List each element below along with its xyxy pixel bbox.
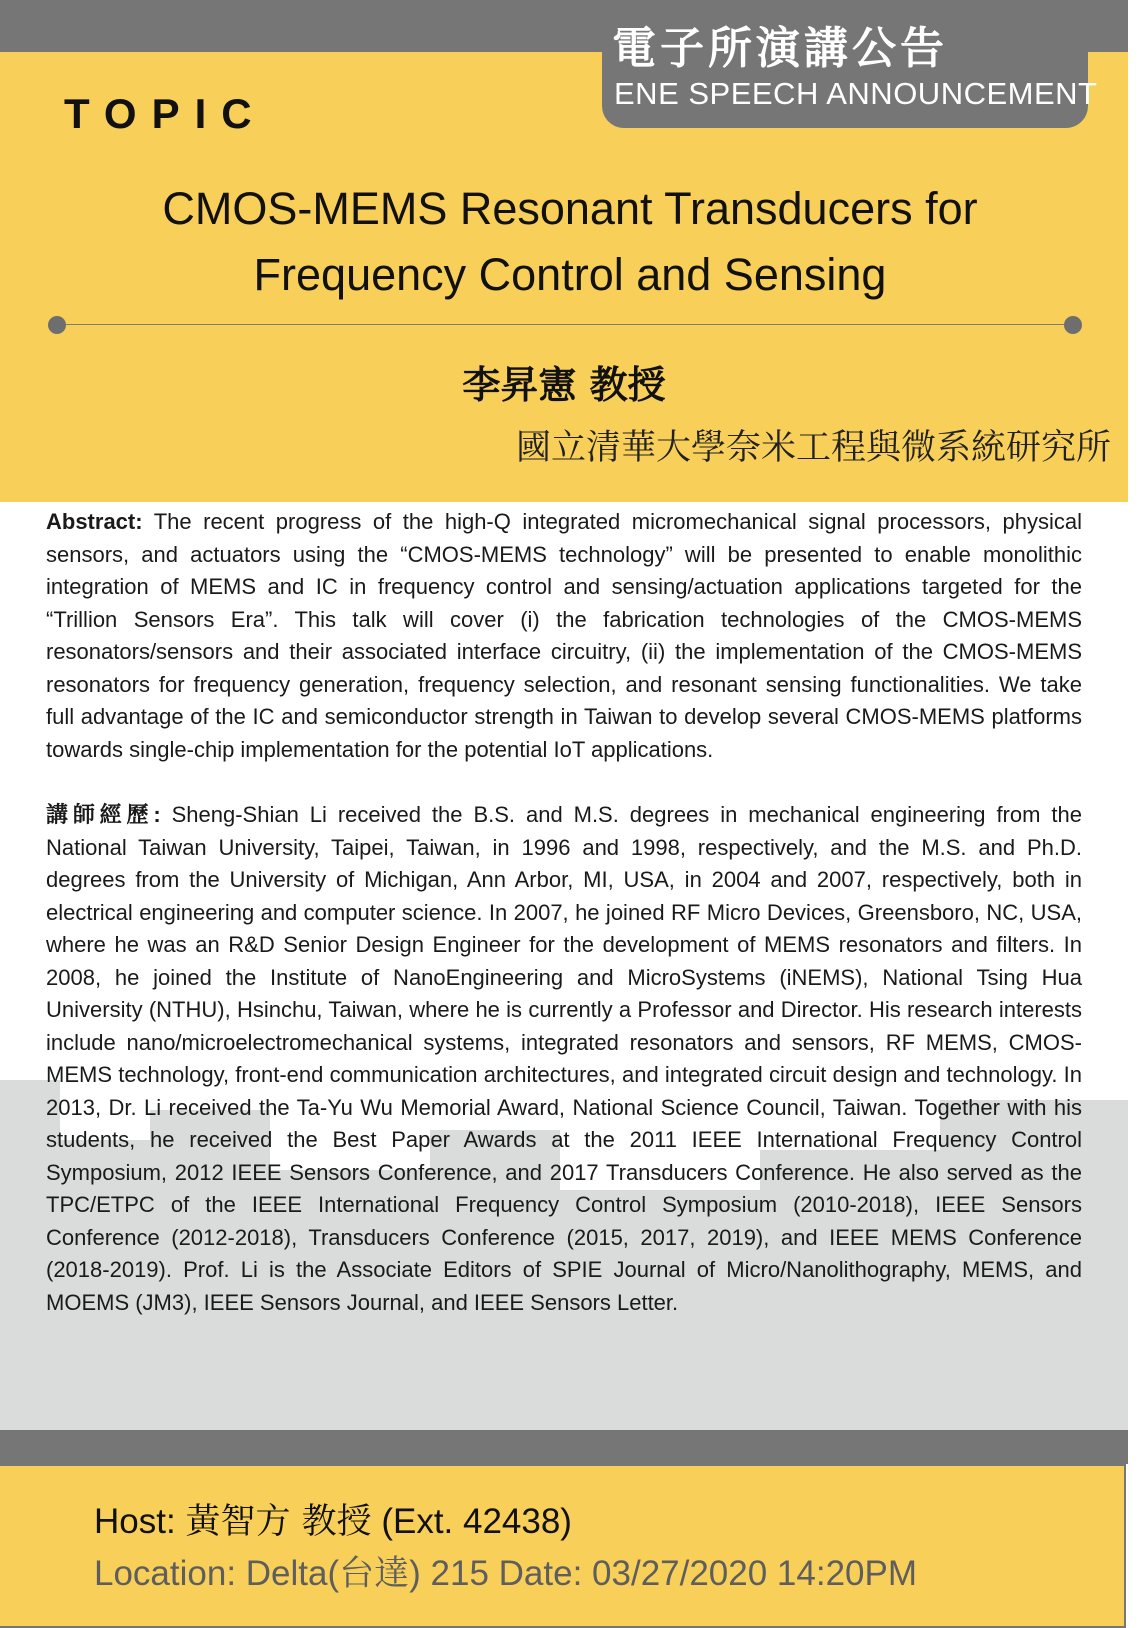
abstract-label: Abstract: [46, 509, 143, 534]
bio-text: Sheng-Shian Li received the B.S. and M.S. degrees in mechanical engineering from the National Taiwan University, Taipei, Taiwan, in 1996 and 1998, respectively, and the M.S. and Ph.D. degrees from the University of Michigan, Ann Arbor, MI, USA, in 2004 and 2007, respectively, both in electrical engineering and computer science. In 2007, he joined RF Micro Devices, Greensboro, NC, USA, where he was an R&D Senior Design Engineer for the development of MEMS resonators and filters. In 2008, he joined the Institute of NanoEngineering and MicroSystems (iNEMS), National Tsing Hua University (NTHU), Hsinchu, Taiwan, where he is currently a Professor and Director. His research interests include nano/microelectromechanical systems, integrated resonators and sensors, RF MEMS, CMOS-MEMS technology, front-end communication architectures, and integrated circuit design and technology. In 2013, Dr. Li received the Ta-Yu Wu Memorial Award, National Science Council, Taiwan. Together with his students, he received the Best Paper Awards at the 2011 IEEE International Frequency Control Symposium, 2012 IEEE Sensors Conference, and 2017 Transducers Conference. He also served as the TPC/ETPC of the IEEE International Frequency Control Symposium (2010-2018), IEEE Sensors Conference (2012-2018), Transducers Conference (2015, 2017, 2019), and IEEE MEMS Conference (2018-2019). Prof. Li is the Associate Editors of SPIE Journal of Micro/Nanolithography, MEMS, and MOEMS (JM3), IEEE Sensors Journal, and IEEE Sensors Letter. [46, 802, 1082, 1315]
location-building-zh: 台達 [339, 1554, 410, 1594]
divider-dot-left [48, 316, 66, 334]
bio-label-colon: : [153, 802, 161, 827]
right-margin [1128, 0, 1143, 1628]
host-extension: (Ext. 42438) [381, 1502, 572, 1541]
location-label: Location: Delta( [94, 1554, 340, 1593]
talk-title [40, 176, 1100, 308]
location-room-date: ) 215 Date: 03/27/2020 14:20PM [409, 1554, 918, 1593]
talk-title-line-1: CMOS-MEMS Resonant Transducers for [162, 183, 978, 234]
badge-title-zh: 電子所演講公告 [612, 23, 948, 74]
abstract-paragraph [46, 506, 1082, 766]
abstract-text: The recent progress of the high-Q integrated micromechanical signal processors, physical sensors, and actuators using the “CMOS-MEMS technology” will be presented to enable monolithic integration of MEMS and IC in frequency control and sensing/actuation applications targeted for the “Trillion Sensors Era”. This talk will cover (i) the fabrication technologies of the CMOS-MEMS resonators/sensors and their associated interface circuitry, (ii) the implementation of the CMOS-MEMS resonators for frequency generation, frequency selection, and resonant sensing functionalities. We take full advantage of the IC and semiconductor strength in Taiwan to develop several CMOS-MEMS platforms towards single-chip implementation for the potential IoT applications. [46, 509, 1083, 762]
host-name: 黃智方 教授 [185, 1502, 372, 1542]
host-line [94, 1494, 572, 1544]
host-label: Host: [94, 1502, 176, 1541]
bio-paragraph [46, 799, 1082, 1319]
location-date-line [94, 1546, 917, 1596]
speaker-affiliation: 國立清華大學奈米工程與微系統研究所 [515, 428, 1111, 468]
event-details-panel [0, 1464, 1126, 1628]
title-divider [56, 324, 1072, 325]
divider-dot-right [1064, 316, 1082, 334]
bio-label: 講師經歷 [46, 802, 154, 828]
announcement-body [46, 506, 1082, 1319]
speaker-name: 李昇憲 教授 [462, 363, 666, 407]
badge-title-en: ENE SPEECH ANNOUNCEMENT [614, 76, 1098, 111]
bottom-gray-bar [0, 1430, 1128, 1464]
talk-title-line-2: Frequency Control and Sensing [253, 249, 887, 300]
announcement-badge [602, 0, 1098, 128]
topic-label: TOPIC [64, 90, 267, 137]
